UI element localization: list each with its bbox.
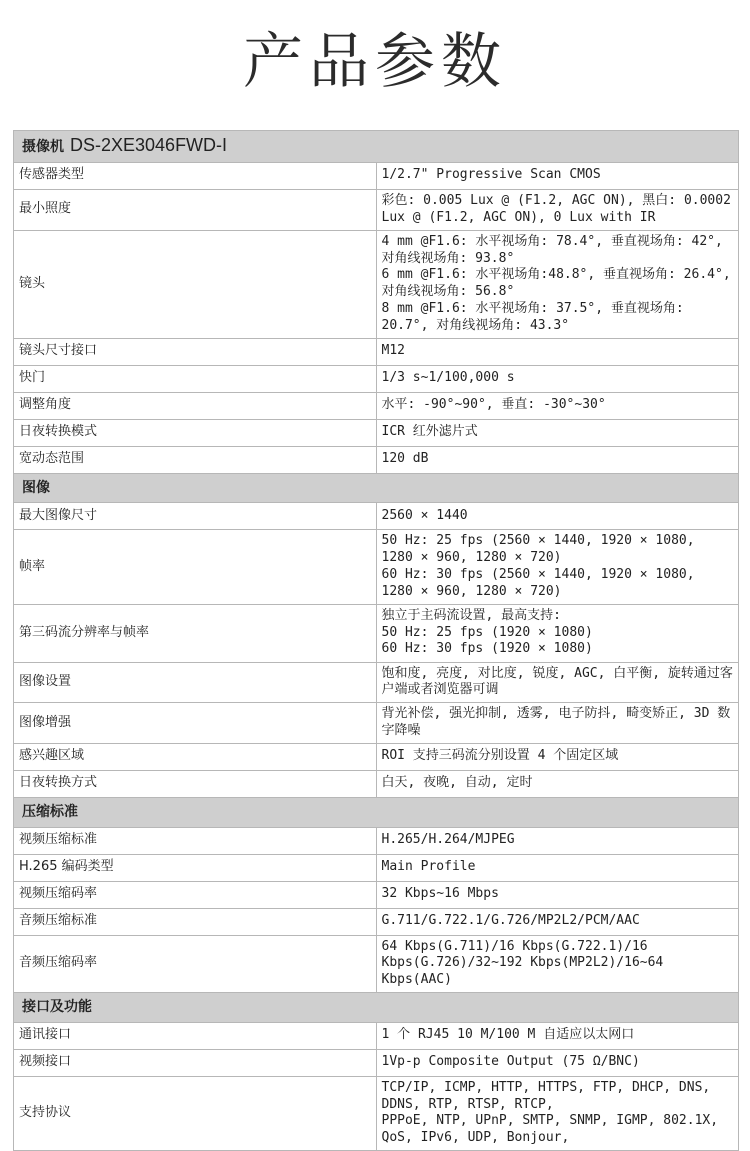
- spec-key: 最小照度: [14, 189, 377, 230]
- camera-header-row: [14, 131, 739, 163]
- table-row: [14, 1022, 739, 1049]
- section-header-row: [14, 473, 739, 503]
- table-row: [14, 530, 739, 604]
- table-row: [14, 908, 739, 935]
- table-row: [14, 365, 739, 392]
- spec-key: 最大图像尺寸: [14, 503, 377, 530]
- spec-key: 图像增强: [14, 703, 377, 744]
- spec-value: 50 Hz: 25 fps (2560 × 1440, 1920 × 1080, 1280 × 960, 1280 × 720) 60 Hz: 30 fps (2560 × 1440, 1920 × 1080, 1280 × 960, 1280 × 720): [376, 530, 739, 604]
- spec-value: 背光补偿, 强光抑制, 透雾, 电子防抖, 畸变矫正, 3D 数字降噪: [376, 703, 739, 744]
- spec-value: H.265/H.264/MJPEG: [376, 827, 739, 854]
- spec-key: 宽动态范围: [14, 446, 377, 473]
- spec-key: 音频压缩码率: [14, 935, 377, 992]
- table-row: [14, 604, 739, 662]
- camera-label: 摄像机: [22, 139, 64, 155]
- spec-value: 饱和度, 亮度, 对比度, 锐度, AGC, 白平衡, 旋转通过客户端或者浏览器可调: [376, 662, 739, 703]
- section-header-row: [14, 992, 739, 1022]
- spec-key: 视频压缩码率: [14, 881, 377, 908]
- spec-value: 水平: -90°~90°, 垂直: -30°~30°: [376, 392, 739, 419]
- spec-value: ICR 红外滤片式: [376, 419, 739, 446]
- spec-value: 1 个 RJ45 10 M/100 M 自适应以太网口: [376, 1022, 739, 1049]
- spec-key: 图像设置: [14, 662, 377, 703]
- camera-header: [14, 131, 739, 163]
- table-row: [14, 662, 739, 703]
- spec-value: M12: [376, 338, 739, 365]
- table-row: [14, 1049, 739, 1076]
- table-row: [14, 446, 739, 473]
- spec-value: 4 mm @F1.6: 水平视场角: 78.4°, 垂直视场角: 42°, 对角线视场角: 93.8° 6 mm @F1.6: 水平视场角:48.8°, 垂直视场角: 26.4°, 对角线视场角: 56.8° 8 mm @F1.6: 水平视场角: 37.5°, 垂直视场角: 20.7°, 对角线视场角: 43.3°: [376, 230, 739, 338]
- camera-model: DS-2XE3046FWD-I: [70, 135, 228, 155]
- section-title: 图像: [14, 473, 739, 503]
- table-row: [14, 338, 739, 365]
- page-title: 产品参数: [243, 27, 507, 97]
- spec-key: 传感器类型: [14, 162, 377, 189]
- spec-key: 镜头尺寸接口: [14, 338, 377, 365]
- table-row: [14, 392, 739, 419]
- spec-value: 独立于主码流设置, 最高支持: 50 Hz: 25 fps (1920 × 1080) 60 Hz: 30 fps (1920 × 1080): [376, 604, 739, 662]
- section-header-row: [14, 797, 739, 827]
- section-title: 压缩标准: [14, 797, 739, 827]
- table-row: [14, 230, 739, 338]
- table-row: [14, 503, 739, 530]
- spec-key: H.265 编码类型: [14, 854, 377, 881]
- table-row: [14, 703, 739, 744]
- spec-value: ROI 支持三码流分别设置 4 个固定区域: [376, 743, 739, 770]
- table-row: [14, 189, 739, 230]
- spec-table: [13, 130, 739, 1151]
- table-row: [14, 881, 739, 908]
- spec-value: 120 dB: [376, 446, 739, 473]
- spec-key: 音频压缩标准: [14, 908, 377, 935]
- spec-key: 调整角度: [14, 392, 377, 419]
- spec-value: G.711/G.722.1/G.726/MP2L2/PCM/AAC: [376, 908, 739, 935]
- spec-value: TCP/IP, ICMP, HTTP, HTTPS, FTP, DHCP, DNS, DDNS, RTP, RTSP, RTCP, PPPoE, NTP, UPnP, SMTP, SNMP, IGMP, 802.1X, QoS, IPv6, UDP, Bonjour,: [376, 1076, 739, 1150]
- table-row: [14, 1076, 739, 1150]
- spec-value: 白天, 夜晚, 自动, 定时: [376, 770, 739, 797]
- spec-value: 彩色: 0.005 Lux @ (F1.2, AGC ON), 黑白: 0.0002 Lux @ (F1.2, AGC ON), 0 Lux with IR: [376, 189, 739, 230]
- spec-key: 支持协议: [14, 1076, 377, 1150]
- table-row: [14, 770, 739, 797]
- spec-key: 视频压缩标准: [14, 827, 377, 854]
- spec-key: 通讯接口: [14, 1022, 377, 1049]
- spec-value: 64 Kbps(G.711)/16 Kbps(G.722.1)/16 Kbps(G.726)/32~192 Kbps(MP2L2)/16~64 Kbps(AAC): [376, 935, 739, 992]
- spec-value: 32 Kbps~16 Mbps: [376, 881, 739, 908]
- table-row: [14, 935, 739, 992]
- table-row: [14, 419, 739, 446]
- spec-value: 1/3 s~1/100,000 s: [376, 365, 739, 392]
- spec-key: 帧率: [14, 530, 377, 604]
- spec-value: 1Vp-p Composite Output (75 Ω/BNC): [376, 1049, 739, 1076]
- spec-value: 1/2.7" Progressive Scan CMOS: [376, 162, 739, 189]
- spec-key: 日夜转换方式: [14, 770, 377, 797]
- spec-value: Main Profile: [376, 854, 739, 881]
- spec-key: 感兴趣区域: [14, 743, 377, 770]
- spec-key: 视频接口: [14, 1049, 377, 1076]
- spec-key: 快门: [14, 365, 377, 392]
- section-title: 接口及功能: [14, 992, 739, 1022]
- table-row: [14, 854, 739, 881]
- spec-key: 第三码流分辨率与帧率: [14, 604, 377, 662]
- spec-key: 日夜转换模式: [14, 419, 377, 446]
- spec-value: 2560 × 1440: [376, 503, 739, 530]
- table-row: [14, 827, 739, 854]
- table-row: [14, 162, 739, 189]
- spec-key: 镜头: [14, 230, 377, 338]
- table-row: [14, 743, 739, 770]
